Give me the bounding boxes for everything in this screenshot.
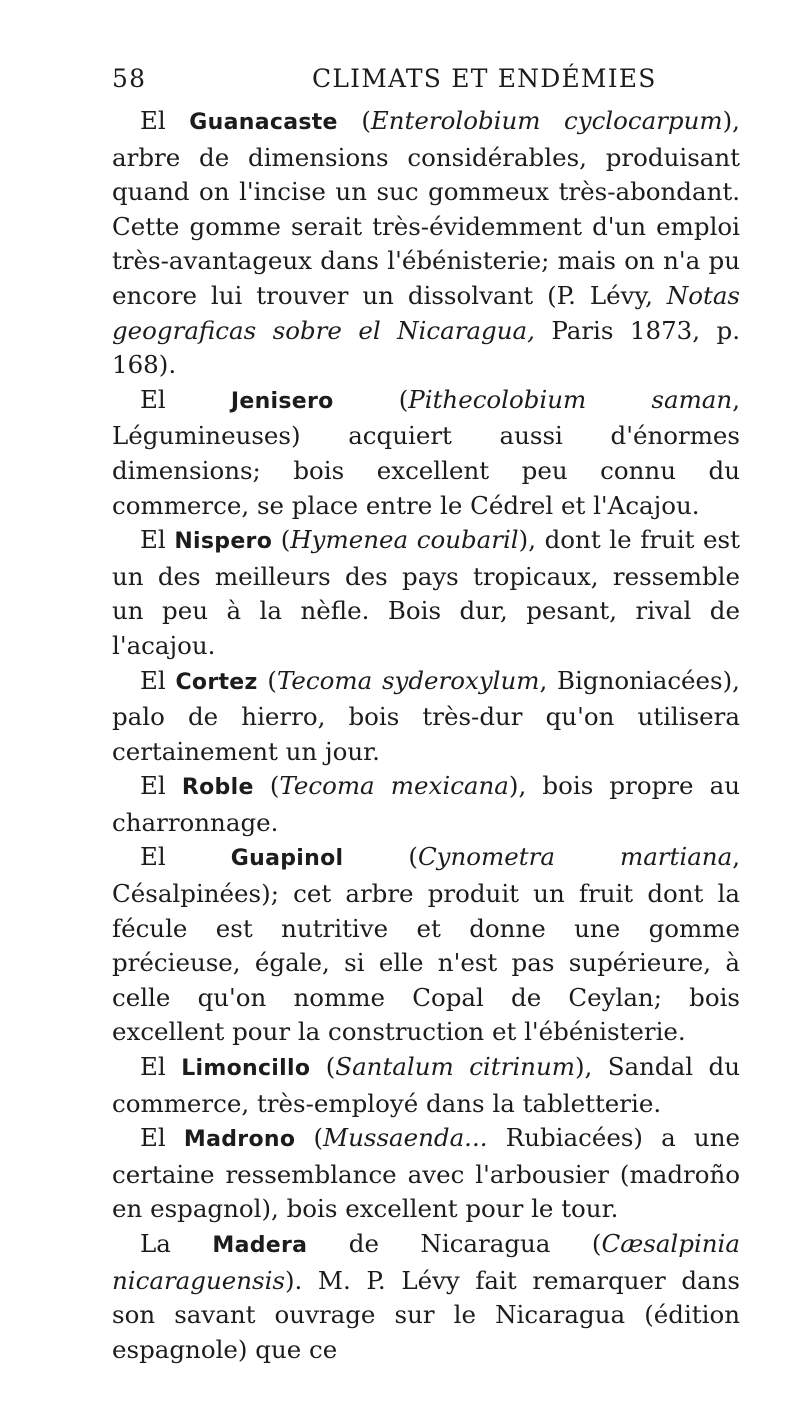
tree-name: Jenisero xyxy=(230,388,334,414)
latin-name: Tecoma syderoxylum xyxy=(276,665,540,695)
entry-guanacaste: El Guanacaste (Enterolobium cyclocarpum), arbre de dimensions considérables, produisant quand on l'incise un suc gommeux très-abondant. Cette gomme serait très-évidemment d'un emploi très-avantageux dans l'ébénisterie; mais on n'a pu encore lui trouver un dissolvant (P. Lévy, Notas geograficas sobre el Nicaragua, Paris 1873, p. 168). xyxy=(112,106,740,380)
latin-name: Tecoma mexicana xyxy=(279,771,509,801)
latin-name: Cynometra martiana xyxy=(417,842,733,872)
entry-cortez: El Cortez (Tecoma syderoxylum, Bignoniacées), palo de hierro, bois très-dur qu'on utilisera certainement un jour. xyxy=(112,665,740,766)
entry-text: ), Sandal du commerce, très-employé dans la tabletterie. xyxy=(112,1052,740,1118)
entry-text: ). M. P. Lévy fait remarquer dans son savant ouvrage sur le Nicaragua (édition espagnole) que ce xyxy=(112,1265,740,1364)
entry-limoncillo: El Limoncillo (Santalum citrinum), Sandal du commerce, très-employé dans la tabletterie. xyxy=(112,1052,740,1118)
tree-name: Roble xyxy=(181,775,254,801)
entry-nispero: El Nispero (Hymenea coubaril), dont le fruit est un des meilleurs des pays tropicaux, ressemble un peu à la nèfle. Bois dur, pesant, rival de l'acajou. xyxy=(112,525,740,660)
entry-text: , Légumineuses) acquiert aussi d'énormes dimensions; bois excellent peu connu du commerce, se place entre le Cédrel et l'Acajou. xyxy=(112,384,740,520)
tree-name: Guapinol xyxy=(230,846,344,872)
latin-name: Santalum citrinum xyxy=(335,1052,575,1082)
tree-name: Nispero xyxy=(174,529,273,555)
entry-text: ), arbre de dimensions considérables, produisant quand on l'incise un suc gommeux très-abondant. Cette gomme serait très-évidemment d'un emploi très-avantageux dans l'ébénisterie; mais on n'a pu encore lui trouver un dissolvant (P. Lévy, xyxy=(112,106,740,310)
page-number: 58 xyxy=(112,64,147,93)
latin-name: Mussaenda... xyxy=(323,1123,488,1153)
tree-name: Cortez xyxy=(175,669,258,695)
body-text xyxy=(112,104,740,1367)
page-header xyxy=(112,64,746,96)
latin-name: Pithecolobium saman xyxy=(408,384,733,414)
entry-text-end: Paris 1873, p. 168). xyxy=(112,315,740,380)
entry-text: ), dont le fruit est un des meilleurs des pays tropicaux, ressemble un peu à la nèfle. Bois dur, pesant, rival de l'acajou. xyxy=(112,525,740,660)
tree-name: Madrono xyxy=(183,1127,296,1153)
latin-name: Enterolobium cyclocarpum xyxy=(370,106,723,135)
entry-text: ), bois propre au charronnage. xyxy=(112,771,741,837)
entry-text: , Césalpinées); cet arbre produit un fruit dont la fécule est nutritive et donne une gomme précieuse, égale, si elle n'est pas supérieure, à celle qu'on nomme Copal de Ceylan; bois excellent pour la construction et l'ébénisterie. xyxy=(112,842,740,1047)
latin-name: Cæsalpinia nicaraguensis xyxy=(112,1229,740,1295)
running-title: CLIMATS ET ENDÉMIES xyxy=(312,64,657,93)
entry-madrono: El Madrono (Mussaenda... Rubiacées) a une certaine ressemblance avec l'arbousier (madroño en espagnol), bois excellent pour le tour. xyxy=(112,1123,740,1224)
citation-title: Notas geograficas sobre el Nicaragua, xyxy=(112,280,740,345)
tree-name: Madera xyxy=(212,1233,308,1258)
entry-text: Rubiacées) a une certaine ressemblance avec l'arbousier (madroño en espagnol), bois excellent pour le tour. xyxy=(112,1123,740,1224)
entry-text: , Bignoniacées), palo de hierro, bois très-dur qu'on utilisera certainement un jour. xyxy=(112,665,740,766)
tree-name: Guanacaste xyxy=(189,110,338,135)
tree-name: Limoncillo xyxy=(181,1056,311,1082)
entry-guapinol: El Guapinol (Cynometra martiana, Césalpinées); cet arbre produit un fruit dont la fécule est nutritive et donne une gomme précieuse, égale, si elle n'est pas supérieure, à celle qu'on nomme Copal de Ceylan; bois excellent pour la construction et l'ébénisterie. xyxy=(112,842,740,1047)
entry-roble: El Roble (Tecoma mexicana), bois propre au charronnage. xyxy=(112,771,741,837)
entry-jenisero: El Jenisero (Pithecolobium saman, Légumineuses) acquiert aussi d'énormes dimensions; bois excellent peu connu du commerce, se place entre le Cédrel et l'Acajou. xyxy=(112,384,740,520)
entry-madera: La Madera de Nicaragua (Cæsalpinia nicaraguensis). M. P. Lévy fait remarquer dans son savant ouvrage sur le Nicaragua (édition espagnole) que ce xyxy=(112,1229,740,1364)
latin-name: Hymenea coubaril xyxy=(290,525,519,555)
